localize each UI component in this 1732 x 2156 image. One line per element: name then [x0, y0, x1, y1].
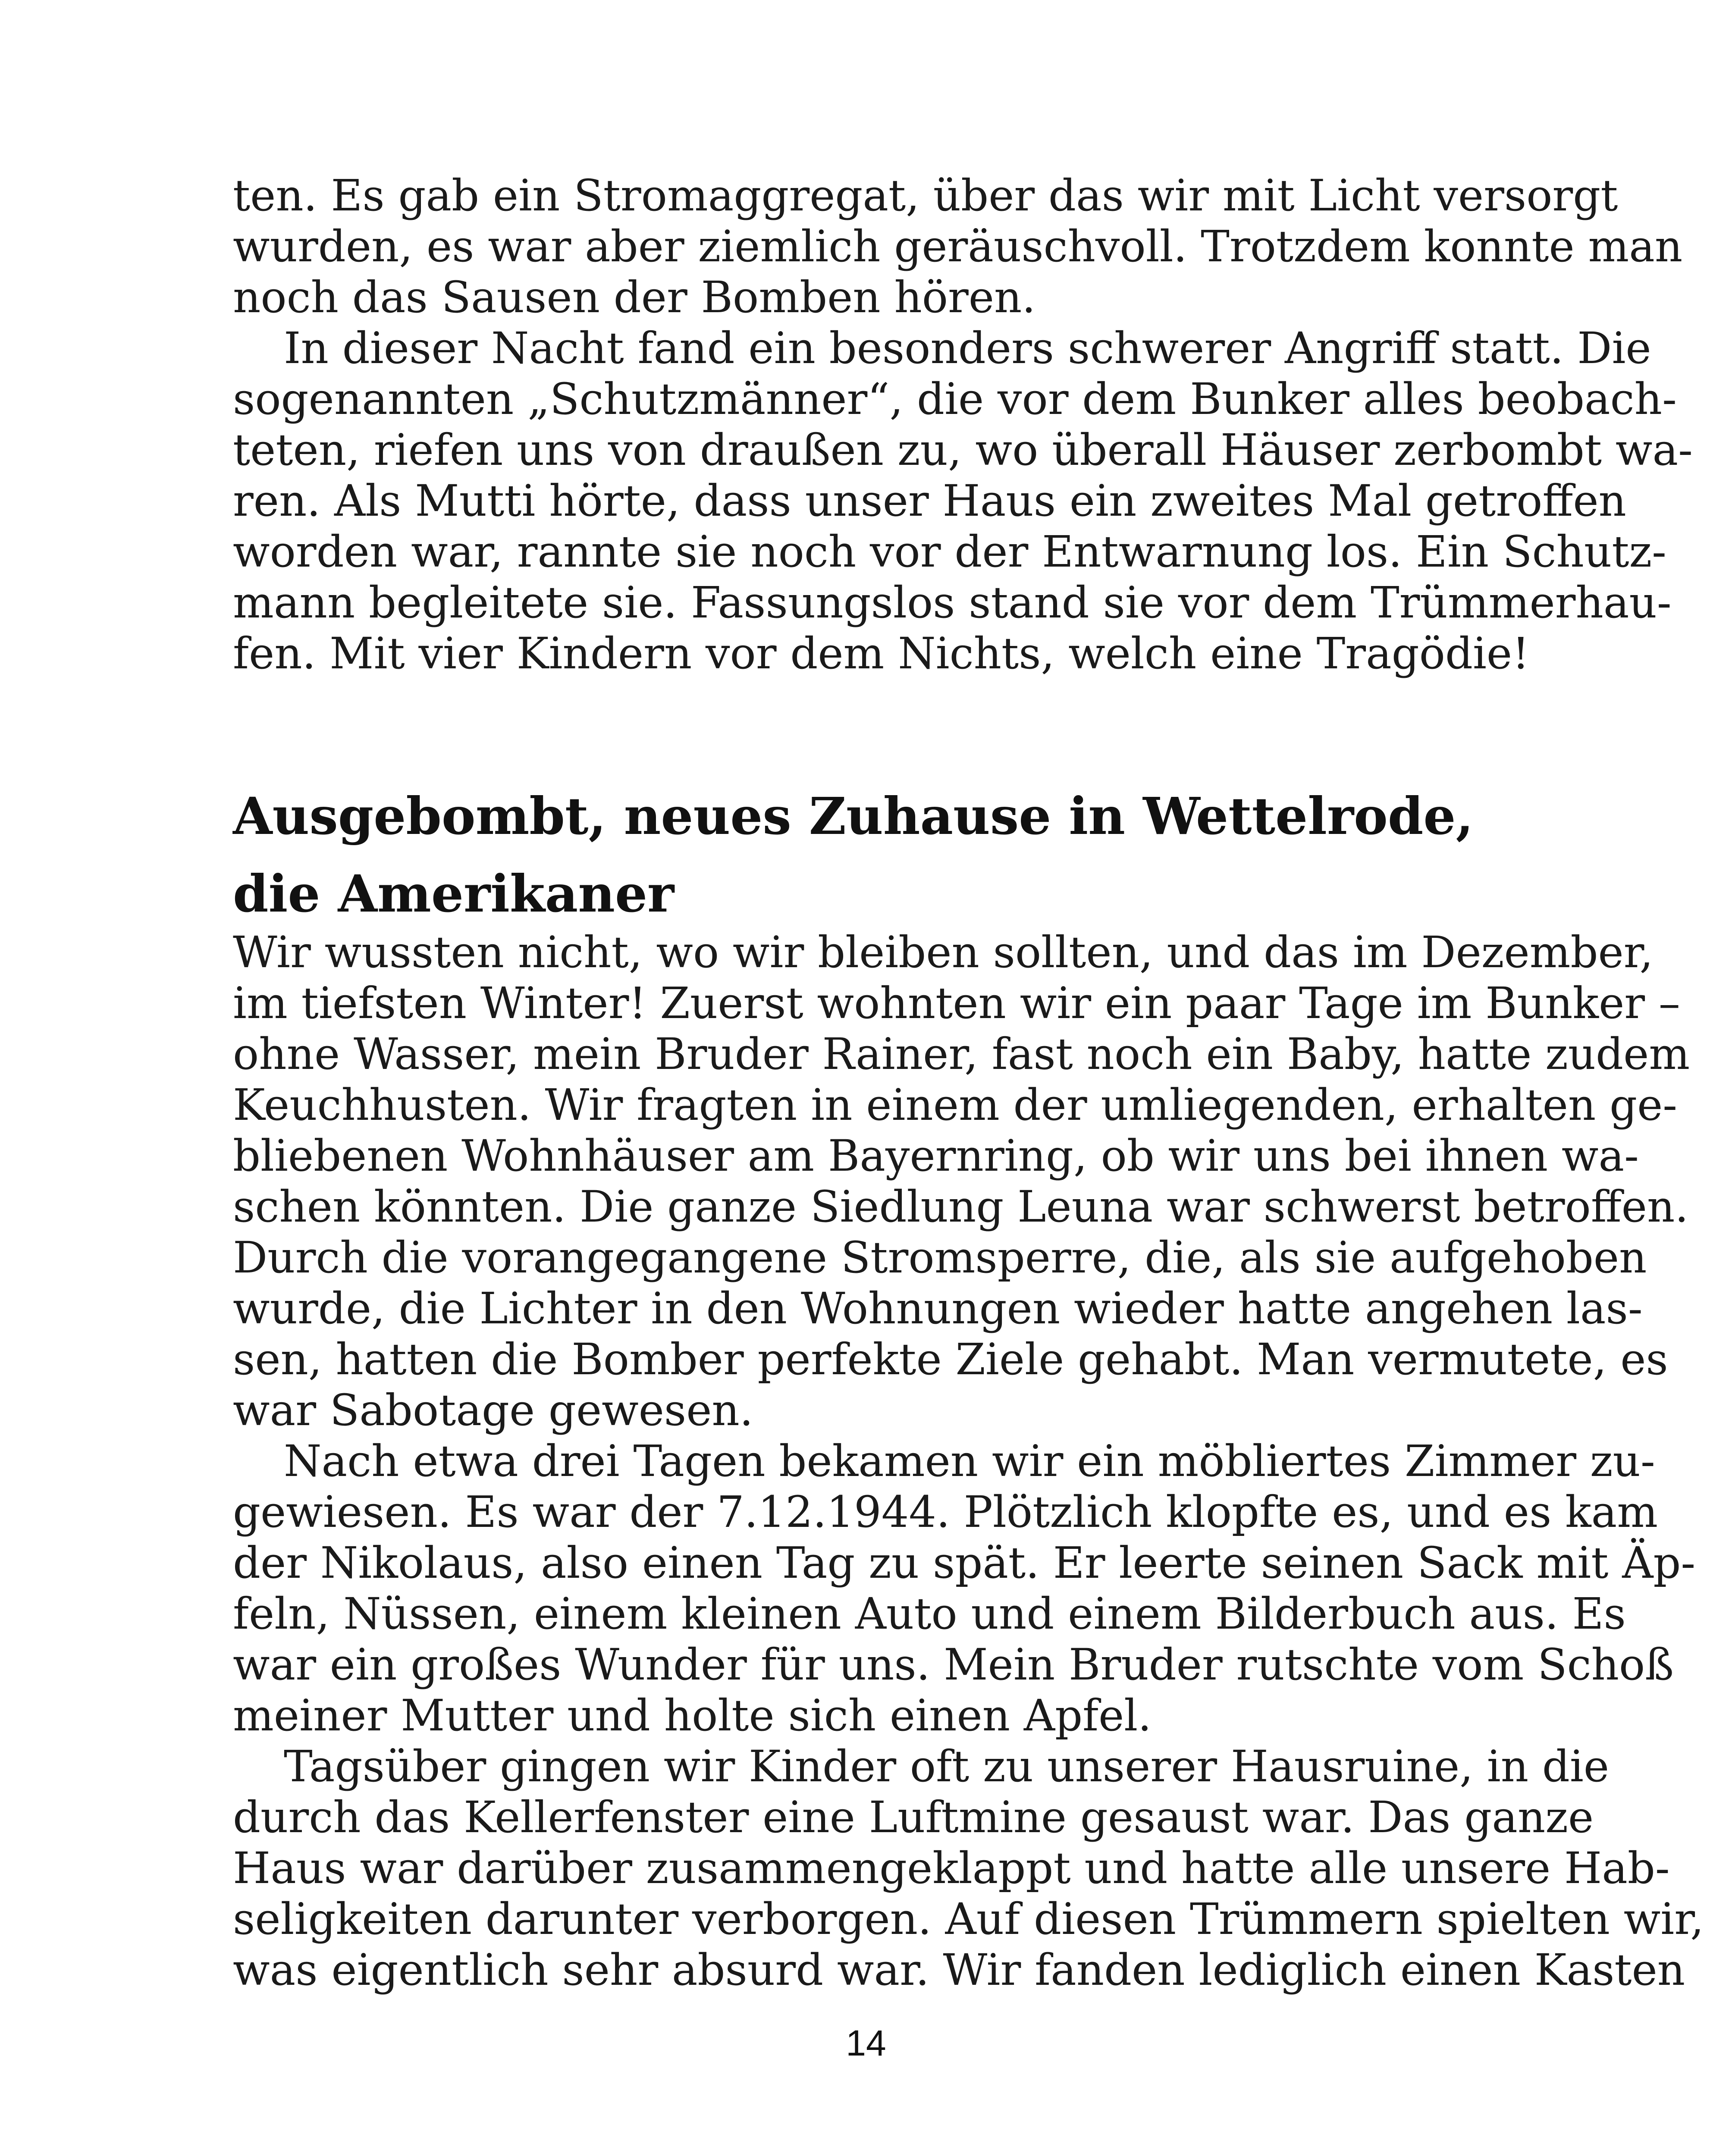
text-line: ten. Es gab ein Stromaggregat, über das wir mit Licht versorgt: [233, 170, 1618, 221]
text-line: sen, hatten die Bomber perfekte Ziele gehabt. Man vermutete, es: [233, 1334, 1668, 1385]
text-line: Durch die vorangegangene Stromsperre, die, als sie aufgehoben: [233, 1232, 1647, 1283]
text-line: seligkeiten darunter verborgen. Auf diesen Trümmern spielten wir,: [233, 1894, 1704, 1944]
paragraph: [233, 927, 1690, 1436]
text-line: mann begleitete sie. Fassungslos stand sie vor dem Trümmerhau-: [233, 577, 1672, 628]
text-line: was eigentlich sehr absurd war. Wir fanden lediglich einen Kasten: [233, 1945, 1685, 1995]
text-line: In dieser Nacht fand ein besonders schwerer Angriff statt. Die: [284, 323, 1651, 373]
paragraph: [233, 1741, 1704, 1996]
section-heading: [233, 777, 1509, 933]
text-line: meiner Mutter und holte sich einen Apfel.: [233, 1690, 1152, 1741]
heading-line: die Amerikaner: [233, 863, 675, 924]
text-line: wurde, die Lichter in den Wohnungen wieder hatte angehen las-: [233, 1283, 1643, 1334]
text-line: durch das Kellerfenster eine Luftmine gesaust war. Das ganze: [233, 1792, 1594, 1843]
heading-line: Ausgebombt, neues Zuhause in Wettelrode,: [233, 786, 1474, 846]
paragraph: [233, 170, 1683, 323]
text-line: war Sabotage gewesen.: [233, 1385, 753, 1435]
text-line: ohne Wasser, mein Bruder Rainer, fast noch ein Baby, hatte zudem: [233, 1029, 1690, 1079]
text-line: gewiesen. Es war der 7.12.1944. Plötzlich klopfte es, und es kam: [233, 1487, 1658, 1537]
text-line: fen. Mit vier Kindern vor dem Nichts, welch eine Tragödie!: [233, 628, 1530, 679]
text-line: Wir wussten nicht, wo wir bleiben sollten, und das im Dezember,: [233, 927, 1654, 978]
text-line: Tagsüber gingen wir Kinder oft zu unserer Hausruine, in die: [284, 1741, 1610, 1792]
paragraph: [233, 323, 1693, 679]
intro-text: [233, 170, 1693, 679]
paragraph: [233, 1436, 1696, 1741]
text-line: Nach etwa drei Tagen bekamen wir ein möbliertes Zimmer zu-: [284, 1436, 1655, 1486]
text-line: worden war, rannte sie noch vor der Entwarnung los. Ein Schutz-: [233, 526, 1666, 577]
text-line: der Nikolaus, also einen Tag zu spät. Er leerte seinen Sack mit Äp-: [233, 1538, 1696, 1588]
section-text: [233, 927, 1704, 1996]
text-line: feln, Nüssen, einem kleinen Auto und einem Bilderbuch aus. Es: [233, 1589, 1626, 1639]
text-line: im tiefsten Winter! Zuerst wohnten wir ein paar Tage im Bunker –: [233, 978, 1680, 1028]
text-line: schen könnten. Die ganze Siedlung Leuna war schwerst betroffen.: [233, 1181, 1689, 1232]
text-line: war ein großes Wunder für uns. Mein Bruder rutschte vom Schoß: [233, 1639, 1674, 1690]
text-line: Keuchhusten. Wir fragten in einem der umliegenden, erhalten ge-: [233, 1080, 1678, 1130]
page-number: 14: [846, 2023, 886, 2063]
text-line: ren. Als Mutti hörte, dass unser Haus ein zweites Mal getroffen: [233, 476, 1626, 526]
text-line: teten, riefen uns von draußen zu, wo überall Häuser zerbombt wa-: [233, 425, 1693, 475]
text-line: noch das Sausen der Bomben hören.: [233, 272, 1036, 323]
text-line: Haus war darüber zusammengeklappt und hatte alle unsere Hab-: [233, 1843, 1670, 1893]
text-line: sogenannten „Schutzmänner“, die vor dem Bunker alles beobach-: [233, 374, 1677, 424]
text-line: bliebenen Wohnhäuser am Bayernring, ob wir uns bei ihnen wa-: [233, 1131, 1639, 1181]
text-line: wurden, es war aber ziemlich geräuschvoll. Trotzdem konnte man: [233, 221, 1683, 272]
